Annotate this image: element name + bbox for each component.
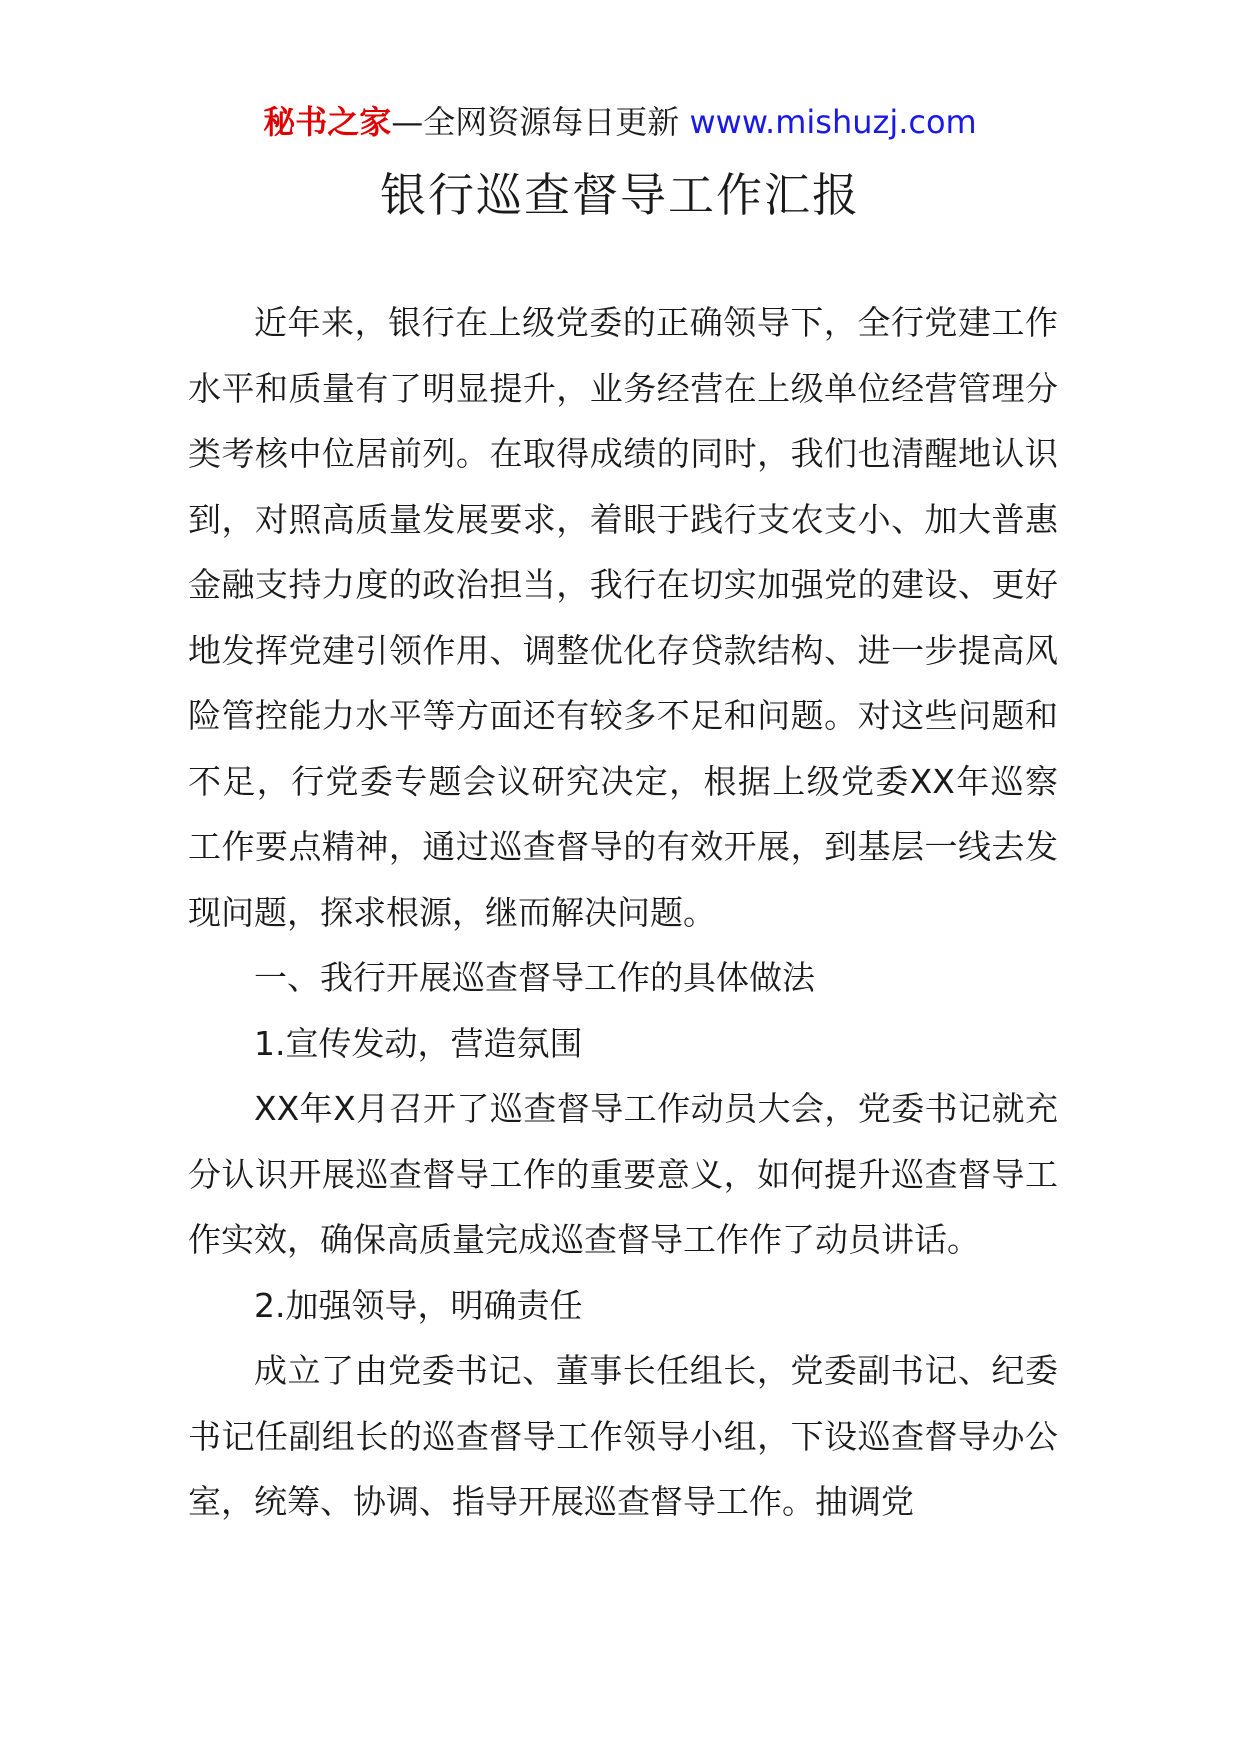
site-slogan: —全网资源每日更新 bbox=[391, 103, 690, 141]
site-brand: 秘书之家 bbox=[263, 103, 392, 141]
subsection-heading-2: 2.加强领导，明确责任 bbox=[254, 1285, 583, 1325]
document-title: 银行巡查督导工作汇报 bbox=[380, 168, 860, 222]
section-heading: 一、我行开展巡查督导工作的具体做法 bbox=[254, 958, 815, 997]
body-paragraph-2: 成立了由党委书记、董事长任组长，党委副书记、纪委书记任副组长的巡查督导工作领导小组，下设巡查督导办公室，统筹、协调、指导开展巡查督导工作。抽调党 bbox=[188, 1351, 1058, 1521]
subsection-heading-1: 1.宣传发动，营造氛围 bbox=[254, 1023, 583, 1063]
body-paragraph-1: XX年X月召开了巡查督导工作动员大会，党委书记就充分认识开展巡查督导工作的重要意义，如何提升巡查督导工作实效，确保高质量完成巡查督导工作作了动员讲话。 bbox=[188, 1089, 1058, 1259]
site-url-link[interactable]: www.mishuzj.com bbox=[689, 103, 977, 141]
intro-paragraph: 近年来，银行在上级党委的正确领导下，全行党建工作水平和质量有了明显提升，业务经营在上级单位经营管理分类考核中位居前列。在取得成绩的同时，我们也清醒地认识到，对照高质量发展要求，着眼于践行支农支小、加大普惠金融支持力度的政治担当，我行在切实加强党的建设、更好地发挥党建引领作用、调整优化存贷款结构、进一步提高风险管控能力水平等方面还有较多不足和问题。对这些问题和不足，行党委专题会议研究决定，根据上级党委XX年巡察工作要点精神，通过巡查督导的有效开展，到基层一线去发现问题，探求根源，继而解决问题。 bbox=[188, 303, 1058, 932]
site-header bbox=[0, 100, 1240, 144]
document-body bbox=[188, 290, 1058, 1535]
